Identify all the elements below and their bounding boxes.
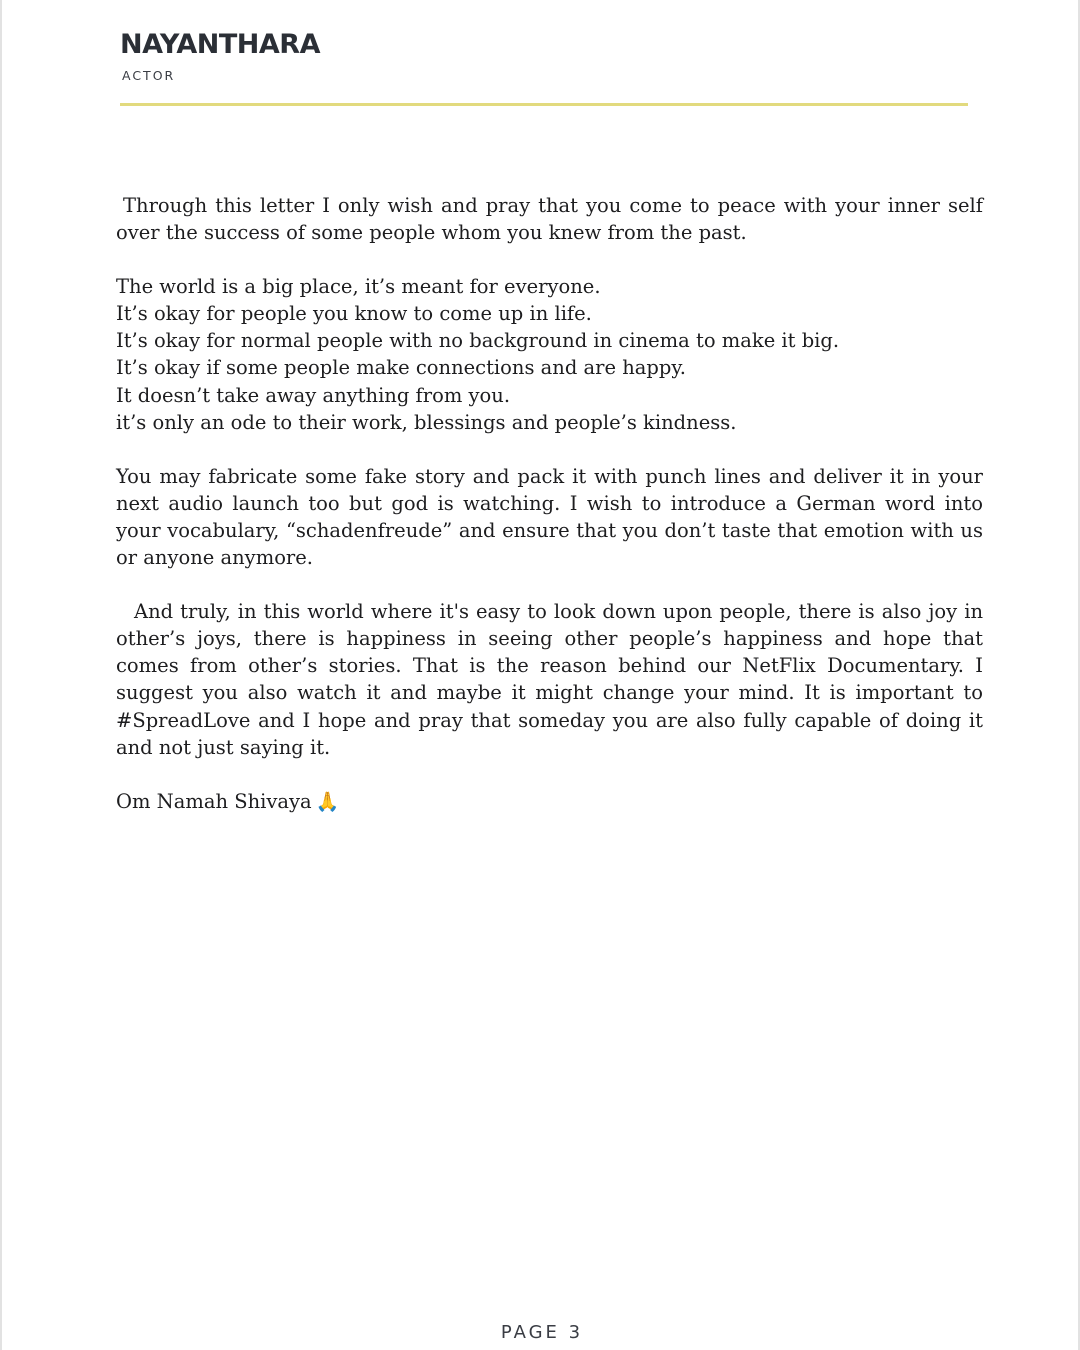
letterhead-divider bbox=[120, 103, 968, 106]
letter-paragraph-3: You may fabricate some fake story and pack it with punch lines and deliver it in your next audio launch too but god is watching. I wish to introduce a German word into your vocabulary, “schadenfreude” and ensure that you don’t taste that emotion with us or anyone anymore. bbox=[116, 464, 983, 570]
page-number: PAGE 3 bbox=[500, 1322, 584, 1343]
author-role: ACTOR bbox=[122, 68, 176, 83]
letter-body bbox=[116, 192, 983, 816]
folded-hands-icon: 🙏 bbox=[315, 790, 340, 813]
letter-line: It’s okay if some people make connections and are happy. bbox=[116, 356, 687, 380]
letter-line: It’s okay for people you know to come up in life. bbox=[116, 302, 592, 326]
letter-line: it’s only an ode to their work, blessings and people’s kindness. bbox=[116, 410, 737, 434]
letter-paragraph-2 bbox=[116, 273, 983, 436]
letter-paragraph-1: Through this letter I only wish and pray that you come to peace with your inner self over the success of some people whom you knew from the past. bbox=[116, 194, 983, 245]
letter-line: It doesn’t take away anything from you. bbox=[116, 383, 511, 407]
author-name: NAYANTHARA bbox=[120, 29, 320, 60]
letter-paragraph-4: And truly, in this world where it's easy to look down upon people, there is also joy in other’s joys, there is happiness in seeing other people’s happiness and hope that comes from other’s stories. That is the reason behind our NetFlix Documentary. I suggest you also watch it and maybe it might change your mind. It is important to #SpreadLove and I hope and pray that someday you are also fully capable of doing it and not just saying it. bbox=[116, 600, 983, 759]
letterhead bbox=[120, 28, 968, 84]
letter-line: It’s okay for normal people with no background in cinema to make it big. bbox=[116, 329, 840, 353]
letter-closing bbox=[116, 788, 983, 816]
letter-line: The world is a big place, it’s meant for everyone. bbox=[116, 275, 601, 299]
closing-text: Om Namah Shivaya bbox=[116, 789, 312, 813]
